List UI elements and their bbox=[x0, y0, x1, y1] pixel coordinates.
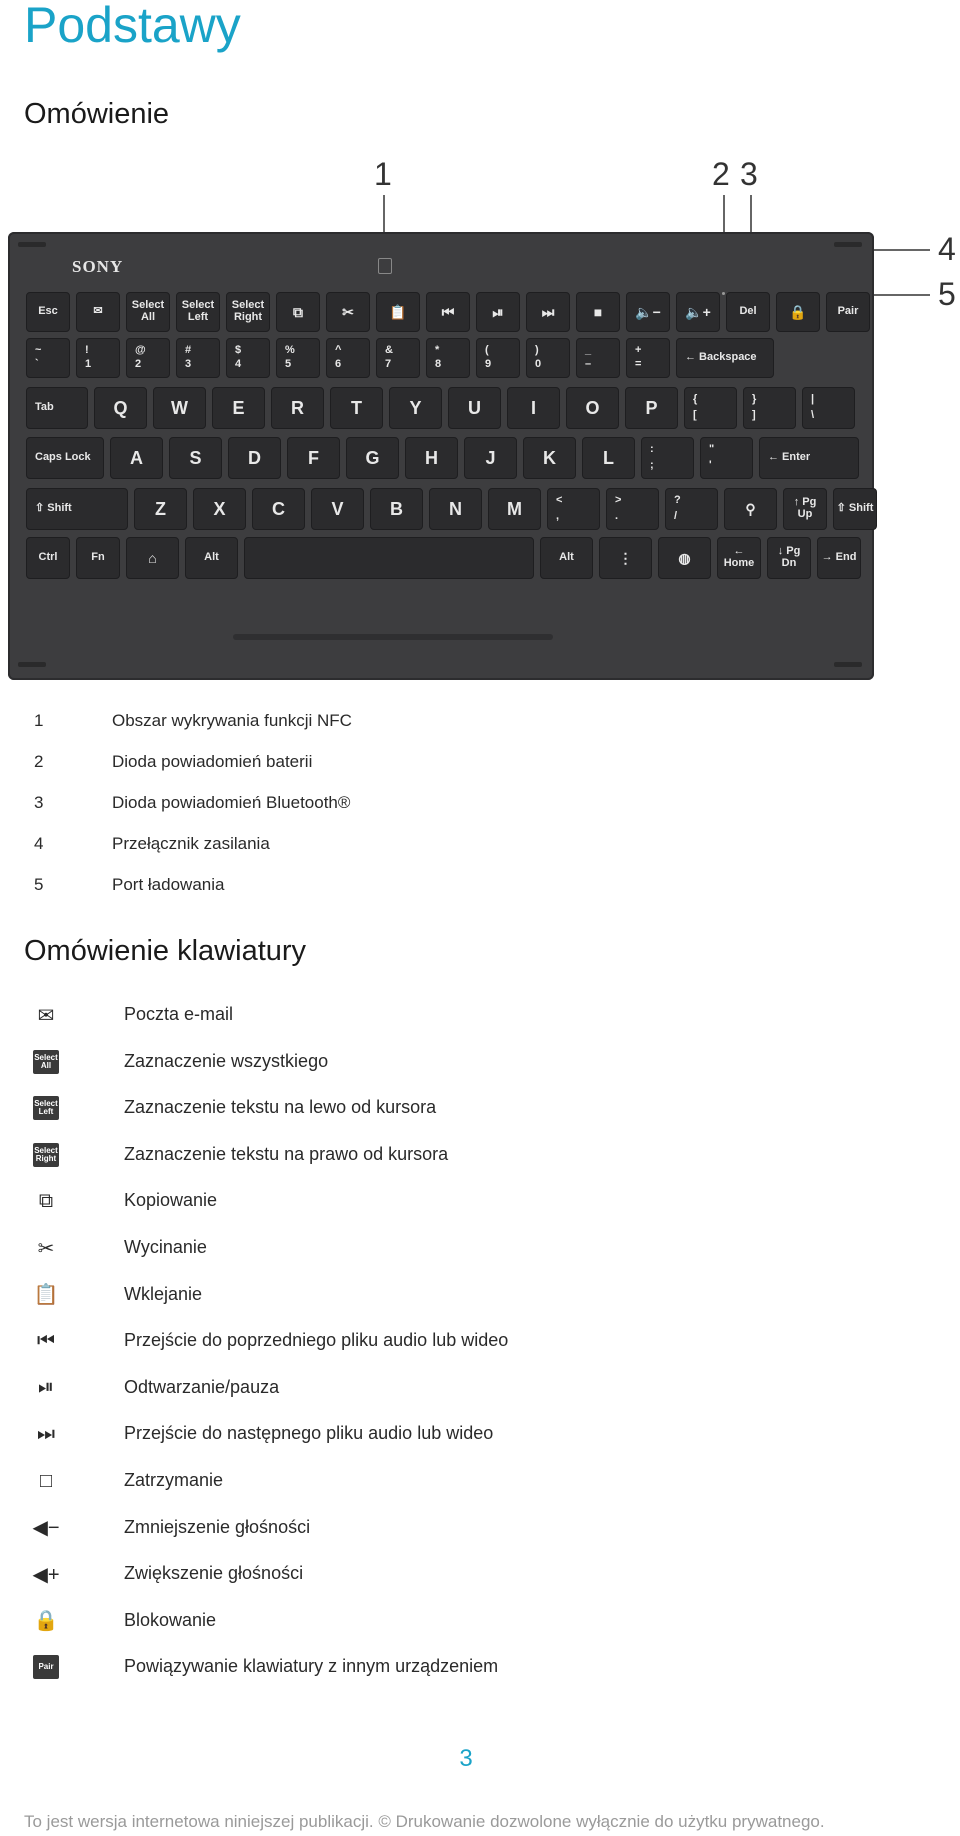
key-esc: Esc bbox=[26, 292, 70, 332]
key-shift: ⇧ Shift bbox=[833, 488, 877, 530]
key-: ~ ` bbox=[26, 338, 70, 378]
key-: ? / bbox=[665, 488, 718, 530]
select-right-icon: Select Right bbox=[33, 1143, 59, 1167]
key-3: # 3 bbox=[176, 338, 220, 378]
previous-track-icon: ⏮ bbox=[37, 1329, 55, 1352]
copy-key: ⧉ bbox=[276, 292, 320, 332]
corner-foot bbox=[834, 242, 862, 247]
key-description-row bbox=[30, 1096, 930, 1142]
play-pause-key: ⏯ bbox=[476, 292, 520, 332]
lock-key: 🔒 bbox=[776, 292, 820, 332]
key-: | \ bbox=[802, 387, 855, 429]
key-j: J bbox=[464, 437, 517, 479]
legend-item bbox=[34, 793, 734, 834]
battery-led bbox=[722, 292, 725, 295]
volume-up-icon: ◀+ bbox=[32, 1563, 60, 1586]
key-ctrl: Ctrl bbox=[26, 537, 70, 579]
key-: + = bbox=[626, 338, 670, 378]
footer-note: To jest wersja internetowa niniejszej publikacji. © Drukowanie dozwolone wyłącznie do użytku prywatnego. bbox=[24, 1812, 825, 1831]
key-4: $ 4 bbox=[226, 338, 270, 378]
key-tab: Tab bbox=[26, 387, 88, 429]
key-: ✉ bbox=[76, 292, 120, 332]
legend-number: 2 bbox=[34, 752, 44, 771]
key-y: Y bbox=[389, 387, 442, 429]
key-w: W bbox=[153, 387, 206, 429]
paste-icon: 📋 bbox=[33, 1284, 59, 1307]
key-5: % 5 bbox=[276, 338, 320, 378]
sony-logo: SONY bbox=[72, 257, 124, 276]
key-description: Zmniejszenie głośności bbox=[124, 1516, 311, 1537]
key-description-row bbox=[30, 1609, 930, 1655]
key-description-row bbox=[30, 1236, 930, 1282]
key-: : ; bbox=[641, 437, 694, 479]
corner-foot bbox=[18, 662, 46, 667]
key-home: ← Home bbox=[717, 537, 761, 579]
key-description: Przejście do poprzedniego pliku audio lub wideo bbox=[124, 1330, 509, 1351]
key-r: R bbox=[271, 387, 324, 429]
key-description-row bbox=[30, 1143, 930, 1189]
key-s: S bbox=[169, 437, 222, 479]
key-description: Odtwarzanie/pauza bbox=[124, 1376, 280, 1397]
key-f: F bbox=[287, 437, 340, 479]
stop-icon: □ bbox=[39, 1469, 53, 1492]
key-description-row bbox=[30, 1376, 930, 1422]
language-key: ◍ bbox=[658, 537, 711, 579]
callout-line-5 bbox=[872, 294, 930, 296]
key-i: I bbox=[507, 387, 560, 429]
key-6: ^ 6 bbox=[326, 338, 370, 378]
key-: " ' bbox=[700, 437, 753, 479]
key-e: E bbox=[212, 387, 265, 429]
cut-icon: ✂ bbox=[37, 1237, 55, 1260]
legend-text: Port ładowania bbox=[112, 875, 225, 894]
key-description-row bbox=[30, 1562, 930, 1608]
legend-number: 1 bbox=[34, 711, 44, 730]
page-number: 3 bbox=[459, 1745, 473, 1772]
key-d: D bbox=[228, 437, 281, 479]
lock-icon: 🔒 bbox=[33, 1610, 59, 1633]
stop-key: ■ bbox=[576, 292, 620, 332]
callout-3: 3 bbox=[740, 156, 758, 192]
key-g: G bbox=[346, 437, 399, 479]
copy-icon: ⧉ bbox=[38, 1189, 54, 1212]
volume-down-key: 🔈− bbox=[626, 292, 670, 332]
legend-item bbox=[34, 711, 734, 752]
key-z: Z bbox=[134, 488, 187, 530]
key-l: L bbox=[582, 437, 635, 479]
key-description: Poczta e-mail bbox=[124, 1004, 234, 1024]
key-pg-up: ↑ Pg Up bbox=[783, 488, 827, 530]
key-alt: Alt bbox=[185, 537, 238, 579]
key-select-left: Select Left bbox=[176, 292, 220, 332]
key-0: ) 0 bbox=[526, 338, 570, 378]
key-select-right: Select Right bbox=[226, 292, 270, 332]
key-m: M bbox=[488, 488, 541, 530]
key-backspace: ← Backspace bbox=[676, 338, 774, 378]
key-q: Q bbox=[94, 387, 147, 429]
key-: { [ bbox=[684, 387, 737, 429]
key-p: P bbox=[625, 387, 678, 429]
key-h: H bbox=[405, 437, 458, 479]
key-description: Przejście do następnego pliku audio lub wideo bbox=[124, 1423, 494, 1444]
key-2: @ 2 bbox=[126, 338, 170, 378]
key-b: B bbox=[370, 488, 423, 530]
home-key: ⌂ bbox=[126, 537, 179, 579]
overview-heading: Omówienie bbox=[24, 98, 170, 130]
menu-key: ⋮ bbox=[599, 537, 652, 579]
legend-item bbox=[34, 875, 734, 916]
callout-2: 2 bbox=[712, 156, 730, 192]
key-end: → End bbox=[817, 537, 861, 579]
key-x: X bbox=[193, 488, 246, 530]
key-description: Zaznaczenie wszystkiego bbox=[124, 1050, 329, 1071]
key-shift: ⇧ Shift bbox=[26, 488, 128, 530]
key-del: Del bbox=[726, 292, 770, 332]
legend-text: Dioda powiadomień baterii bbox=[112, 752, 313, 771]
cut-key: ✂ bbox=[326, 292, 370, 332]
key-t: T bbox=[330, 387, 383, 429]
key-pg-dn: ↓ Pg Dn bbox=[767, 537, 811, 579]
volume-down-icon: ◀− bbox=[32, 1517, 60, 1540]
pair-icon: Pair bbox=[33, 1655, 59, 1679]
legend-text: Obszar wykrywania funkcji NFC bbox=[112, 711, 352, 730]
corner-foot bbox=[834, 662, 862, 667]
key-description-row bbox=[30, 1422, 930, 1468]
corner-foot bbox=[18, 242, 46, 247]
key-: < , bbox=[547, 488, 600, 530]
key-1: ! 1 bbox=[76, 338, 120, 378]
key-description-row bbox=[30, 1329, 930, 1375]
key-caps-lock: Caps Lock bbox=[26, 437, 104, 479]
next-track-icon: ⏭ bbox=[37, 1422, 55, 1445]
callout-line-4 bbox=[872, 249, 930, 251]
key-c: C bbox=[252, 488, 305, 530]
legend-text: Dioda powiadomień Bluetooth® bbox=[112, 793, 351, 812]
callout-5: 5 bbox=[938, 276, 956, 312]
key-description-row bbox=[30, 1189, 930, 1235]
key-8: * 8 bbox=[426, 338, 470, 378]
key-alt: Alt bbox=[540, 537, 593, 579]
key-description: Blokowanie bbox=[124, 1609, 217, 1630]
callout-1: 1 bbox=[374, 156, 392, 192]
key-description: Zaznaczenie tekstu na lewo od kursora bbox=[124, 1097, 437, 1118]
volume-up-key: 🔈+ bbox=[676, 292, 720, 332]
legend-number: 3 bbox=[34, 793, 44, 812]
key-description-row bbox=[30, 1003, 930, 1049]
legend-number: 5 bbox=[34, 875, 44, 894]
key-7: & 7 bbox=[376, 338, 420, 378]
key-: } ] bbox=[743, 387, 796, 429]
key-u: U bbox=[448, 387, 501, 429]
legend-text: Przełącznik zasilania bbox=[112, 834, 270, 853]
previous-track-key: ⏮ bbox=[426, 292, 470, 332]
callout-4: 4 bbox=[938, 231, 956, 267]
select-left-icon: Select Left bbox=[33, 1096, 59, 1120]
nfc-area-icon bbox=[378, 258, 392, 274]
select-all-icon: Select All bbox=[33, 1050, 59, 1074]
key-description-row bbox=[30, 1655, 930, 1701]
key-9: ( 9 bbox=[476, 338, 520, 378]
space-bar bbox=[244, 537, 534, 579]
key-description-row bbox=[30, 1283, 930, 1329]
paste-key: 📋 bbox=[376, 292, 420, 332]
key-description-row bbox=[30, 1516, 930, 1562]
keyboard-base-bar bbox=[233, 634, 553, 640]
key-o: O bbox=[566, 387, 619, 429]
legend-item bbox=[34, 834, 734, 875]
mail-icon: ✉ bbox=[37, 1004, 55, 1027]
keyboard-illustration bbox=[8, 232, 874, 680]
key-description: Powiązywanie klawiatury z innym urządzeniem bbox=[124, 1656, 499, 1677]
key-k: K bbox=[523, 437, 576, 479]
key-description: Zaznaczenie tekstu na prawo od kursora bbox=[124, 1143, 449, 1164]
key-fn: Fn bbox=[76, 537, 120, 579]
play-pause-icon: ⏯ bbox=[38, 1376, 54, 1399]
page-title: Podstawy bbox=[24, 0, 241, 53]
legend-item bbox=[34, 752, 734, 793]
next-track-key: ⏭ bbox=[526, 292, 570, 332]
key-description: Kopiowanie bbox=[124, 1190, 218, 1211]
key-pair: Pair bbox=[826, 292, 870, 332]
key-: _ – bbox=[576, 338, 620, 378]
legend-number: 4 bbox=[34, 834, 44, 853]
key-a: A bbox=[110, 437, 163, 479]
keyboard-overview-heading: Omówienie klawiatury bbox=[24, 935, 307, 967]
key-description: Zwiększenie głośności bbox=[124, 1563, 304, 1584]
key-enter: ← Enter bbox=[759, 437, 859, 479]
key-v: V bbox=[311, 488, 364, 530]
search-key: ⚲ bbox=[724, 488, 777, 530]
key-: > . bbox=[606, 488, 659, 530]
key-description: Zatrzymanie bbox=[124, 1470, 224, 1490]
key-n: N bbox=[429, 488, 482, 530]
key-description-row bbox=[30, 1050, 930, 1096]
key-description-row bbox=[30, 1469, 930, 1515]
key-description: Wklejanie bbox=[124, 1283, 203, 1304]
key-select-all: Select All bbox=[126, 292, 170, 332]
key-description: Wycinanie bbox=[124, 1237, 207, 1257]
